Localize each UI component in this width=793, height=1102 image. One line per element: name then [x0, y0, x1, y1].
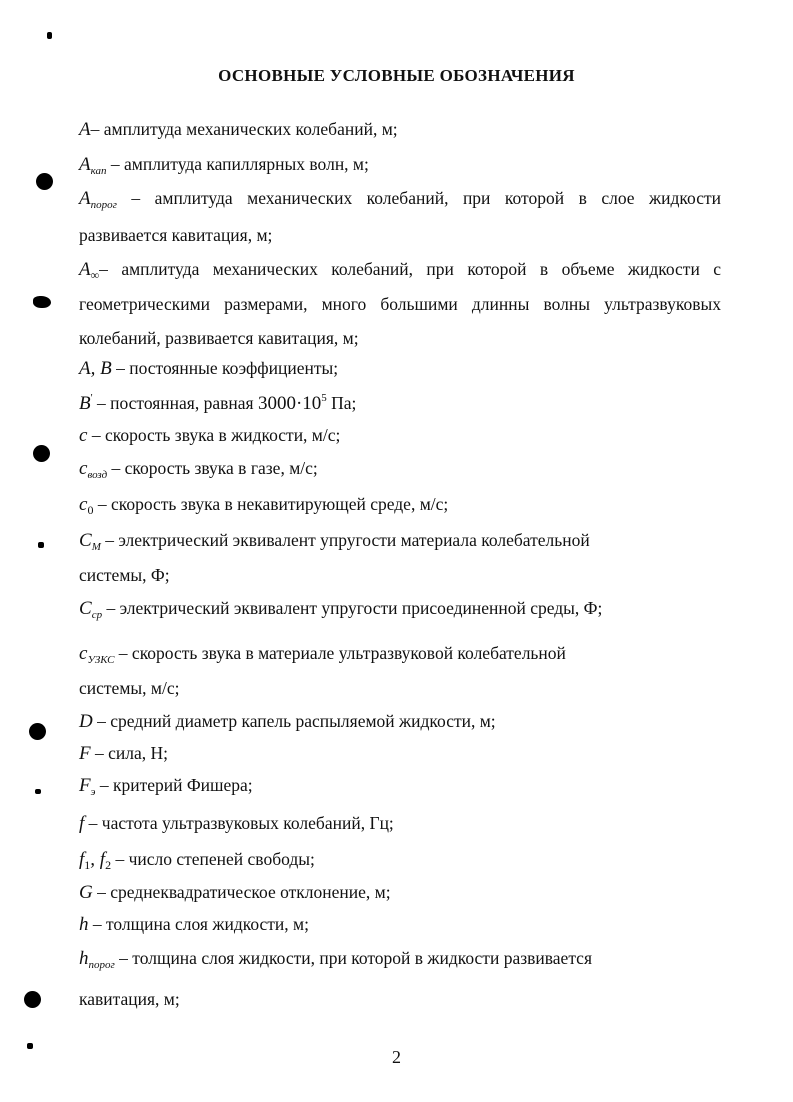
list-item [79, 494, 448, 516]
punch-hole [29, 723, 46, 740]
subscript: порог [90, 199, 117, 211]
definition: – постоянная, равная [92, 393, 258, 413]
list-item [79, 678, 179, 699]
definition: – амплитуда механических колебаний, м; [90, 119, 398, 139]
list-item [79, 188, 721, 210]
definition: – постоянные коэффициенты; [111, 358, 339, 378]
subscript: 0 [87, 503, 94, 517]
scan-speck [38, 542, 44, 548]
symbol: f [79, 849, 85, 870]
symbol: B [79, 393, 91, 414]
subscript: возд [87, 469, 108, 481]
subscript: ср [91, 609, 103, 621]
definition: – скорость звука в некавитирующей среде, м/с; [93, 494, 449, 514]
scan-speck [33, 296, 51, 308]
scan-speck [35, 789, 41, 794]
list-item [79, 565, 170, 586]
list-item [79, 425, 340, 447]
symbol: c [79, 494, 88, 515]
list-item [79, 914, 309, 936]
subscript: кап [90, 165, 107, 177]
definition: системы, Ф; [79, 565, 170, 585]
definition: кавитация, м; [79, 989, 180, 1009]
symbol: c [79, 643, 88, 664]
definition: – амплитуда капиллярных волн, м; [106, 154, 369, 174]
list-item [79, 882, 391, 904]
punch-hole [36, 173, 53, 190]
definition: – амплитуда механических колебаний, при которой в слое жидкости [116, 188, 721, 208]
definition: – частота ультразвуковых колебаний, Гц; [84, 813, 394, 833]
list-item [79, 154, 369, 176]
definition: – электрический эквивалент упругости присоединенной среды, Ф; [102, 598, 603, 618]
definition: – критерий Фишера; [95, 775, 253, 795]
definition-unit: Па; [326, 393, 357, 413]
list-item [79, 598, 602, 620]
punch-hole [33, 445, 50, 462]
symbol: D [79, 711, 93, 732]
scan-speck [27, 1043, 33, 1049]
exponent: 5 [321, 392, 327, 404]
list-item [79, 458, 318, 480]
symbol: c [79, 458, 88, 479]
subscript-2: 2 [105, 858, 112, 872]
definition: – средний диаметр капель распыляемой жидкости, м; [92, 711, 496, 731]
symbol: h [79, 914, 89, 935]
constant-value: 3000·10 [257, 393, 322, 414]
definition: – среднеквадратическое отклонение, м; [92, 882, 391, 902]
symbol-2: , f [90, 849, 106, 870]
list-item [79, 294, 721, 315]
definition: – толщина слоя жидкости, при которой в жидкости развивается [114, 948, 592, 968]
subscript: М [91, 541, 101, 553]
punch-hole [24, 991, 41, 1008]
list-item [79, 393, 356, 415]
symbol: F [79, 775, 91, 796]
page-number: 2 [392, 1047, 401, 1067]
subscript: УЗКС [87, 654, 115, 666]
symbol: A, B [79, 358, 112, 379]
definition: – скорость звука в жидкости, м/с; [87, 425, 341, 445]
definition: системы, м/с; [79, 678, 180, 698]
scan-speck [47, 32, 52, 39]
symbol: G [79, 882, 93, 903]
definition: – число степеней свободы; [111, 849, 315, 869]
symbol: F [79, 743, 91, 764]
symbol: C [79, 598, 92, 619]
symbol: f [79, 813, 85, 834]
definition: геометрическими размерами, много большими длинны волны ультразвуковых [79, 294, 721, 314]
list-item [79, 643, 566, 665]
subscript: 1 [84, 858, 91, 872]
symbol: c [79, 425, 88, 446]
list-item [79, 813, 394, 835]
symbol: C [79, 530, 92, 551]
subscript: порог [88, 959, 115, 971]
symbol: h [79, 948, 89, 969]
list-item [79, 259, 721, 281]
definition: – амплитуда механических колебаний, при которой в объеме жидкости с [99, 259, 721, 279]
symbol: A [79, 259, 91, 280]
list-item [79, 119, 398, 141]
list-item [79, 358, 338, 380]
list-item [79, 530, 590, 552]
symbol: A [79, 188, 91, 209]
superscript: ' [90, 392, 93, 404]
subscript: ∞ [90, 268, 100, 282]
definition: – сила, Н; [90, 743, 168, 763]
list-item [79, 989, 180, 1010]
symbol: A [79, 154, 91, 175]
list-item [79, 948, 592, 970]
list-item [79, 775, 253, 797]
list-item [79, 849, 315, 871]
definition: развивается кавитация, м; [79, 225, 273, 245]
definition: – скорость звука в материале ультразвуковой колебательной [114, 643, 566, 663]
page-title: ОСНОВНЫЕ УСЛОВНЫЕ ОБОЗНАЧЕНИЯ [218, 66, 575, 85]
definition: – электрический эквивалент упругости материала колебательной [100, 530, 590, 550]
definition: колебаний, развивается кавитация, м; [79, 328, 359, 348]
definition: – толщина слоя жидкости, м; [88, 914, 309, 934]
list-item [79, 225, 272, 246]
list-item [79, 711, 496, 733]
definition: – скорость звука в газе, м/с; [107, 458, 318, 478]
subscript: э [90, 786, 96, 798]
list-item [79, 743, 168, 765]
list-item [79, 328, 359, 349]
symbol: A [79, 119, 91, 140]
